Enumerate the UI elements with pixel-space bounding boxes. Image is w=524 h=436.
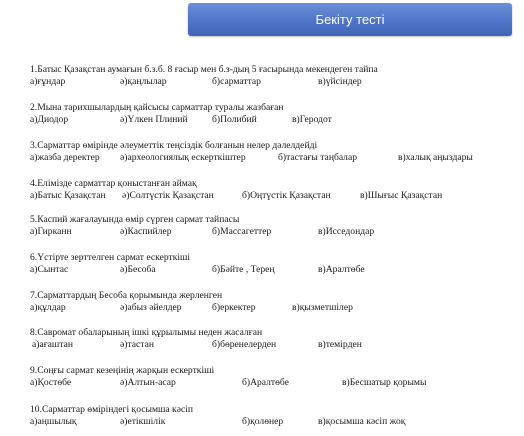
option-a: а)Гирканн bbox=[30, 225, 72, 237]
question-6 bbox=[30, 252, 524, 275]
question-text: 10.Сарматтар өміріндегі қосымша кәсіп bbox=[30, 404, 194, 415]
question-7 bbox=[30, 290, 524, 313]
option-b: б)қолөнер bbox=[242, 415, 284, 427]
option-b: б)еркектер bbox=[212, 301, 256, 313]
option-b: б)сарматтар bbox=[212, 75, 261, 87]
option-v: в)Аралтөбе bbox=[318, 263, 365, 275]
option-ae: ә)Бесоба bbox=[120, 263, 156, 275]
answer-options bbox=[30, 226, 524, 238]
option-ae: ә)Каспийлер bbox=[120, 225, 172, 237]
question-text: 2.Мына тарихшылардың қайсысы сарматтар туралы жазбаған bbox=[30, 102, 284, 113]
answer-options bbox=[30, 377, 524, 389]
option-v: в)қосымша кәсіп жоқ bbox=[318, 415, 406, 427]
option-v: в)үйсіндер bbox=[318, 75, 362, 87]
option-ae: ә)етікшілік bbox=[120, 415, 166, 427]
option-ae: ә)тастан bbox=[120, 338, 154, 350]
answer-options bbox=[30, 339, 524, 351]
question-text: 5.Каспий жағалауында өмір сүрген сармат тайпасы bbox=[30, 214, 240, 225]
option-b: б)бөренелерден bbox=[212, 338, 277, 350]
option-a: а)Батыс Қазақстан bbox=[30, 189, 106, 201]
option-ae: ә)Үлкен Плиний bbox=[120, 113, 188, 125]
question-text: 8.Савромат обаларының ішкі құрылымы неден жасалған bbox=[30, 327, 263, 338]
question-9 bbox=[30, 365, 524, 388]
option-b: б)тастағы таңбалар bbox=[278, 151, 358, 163]
question-text: 6.Үстірте зерттелген сармат ескерткіші bbox=[30, 252, 191, 263]
option-b: б)Массагеттер bbox=[212, 225, 272, 237]
question-text: 7.Сарматтардың Бесоба қорымында жерленген bbox=[30, 290, 223, 301]
question-2 bbox=[30, 102, 524, 125]
question-3 bbox=[30, 140, 524, 163]
question-text: 4.Елімізде сарматтар қоныстанған аймақ bbox=[30, 178, 197, 189]
option-b: б)Аралтөбе bbox=[242, 376, 289, 388]
option-v: в)Исседондар bbox=[318, 225, 375, 237]
question-text: 3.Сарматтар өмірінде әлеуметтік теңсіздік болғанын нелер дәлелдейді bbox=[30, 140, 318, 151]
question-8 bbox=[30, 327, 524, 350]
option-a: а)ғұндар bbox=[30, 75, 66, 87]
option-b: б)Оңтүстік Қазақстан bbox=[242, 189, 331, 201]
option-a: а)аңшылық bbox=[30, 415, 77, 427]
question-4 bbox=[30, 178, 524, 201]
option-a: а)құлдар bbox=[30, 301, 66, 313]
option-ae: ә)археологиялық ескерткіштер bbox=[120, 151, 246, 163]
answer-options bbox=[30, 114, 524, 126]
option-ae: ә)Алтын-асар bbox=[120, 376, 176, 388]
option-ae: ә)Солтүстік Қазақстан bbox=[122, 189, 214, 201]
option-a: а)Сынтас bbox=[30, 263, 69, 275]
option-v: в)қызметшілер bbox=[292, 301, 353, 313]
question-5 bbox=[30, 214, 524, 237]
option-a: а)Қостөбе bbox=[30, 376, 72, 388]
option-v: в)халық аңыздары bbox=[398, 151, 473, 163]
answer-options bbox=[30, 302, 524, 314]
option-ae: ә)абыз әйелдер bbox=[120, 301, 182, 313]
option-v: в)Бесшатыр қорымы bbox=[342, 376, 427, 388]
question-text: 1.Батыс Қазақстан аумағын б.з.б. 8 ғасыр мен б.з-дың 5 ғасырында мекендеген тайпа bbox=[30, 64, 378, 75]
answer-options bbox=[30, 76, 524, 88]
question-text: 9.Соңғы сармат кезеңінің жарқын ескерткіші bbox=[30, 365, 215, 376]
option-a: а)ағаштан bbox=[32, 338, 73, 350]
question-1 bbox=[30, 64, 524, 87]
answer-options bbox=[30, 190, 524, 202]
question-10 bbox=[30, 404, 524, 427]
option-b: б)Полибий bbox=[212, 113, 257, 125]
option-b: б)Бәйте , Терең bbox=[212, 263, 275, 275]
option-a: а)жазба деректер bbox=[30, 151, 100, 163]
option-v: в)Геродот bbox=[292, 113, 332, 125]
answer-options bbox=[30, 152, 524, 164]
answer-options bbox=[30, 416, 524, 428]
answer-options bbox=[30, 264, 524, 276]
page-title: Бекіту тесті bbox=[315, 12, 385, 27]
option-ae: ә)қаңлылар bbox=[120, 75, 167, 87]
option-v: в)темірден bbox=[318, 338, 362, 350]
option-v: в)Шығыс Қазақстан bbox=[360, 189, 443, 201]
option-a: а)Диодор bbox=[30, 113, 69, 125]
